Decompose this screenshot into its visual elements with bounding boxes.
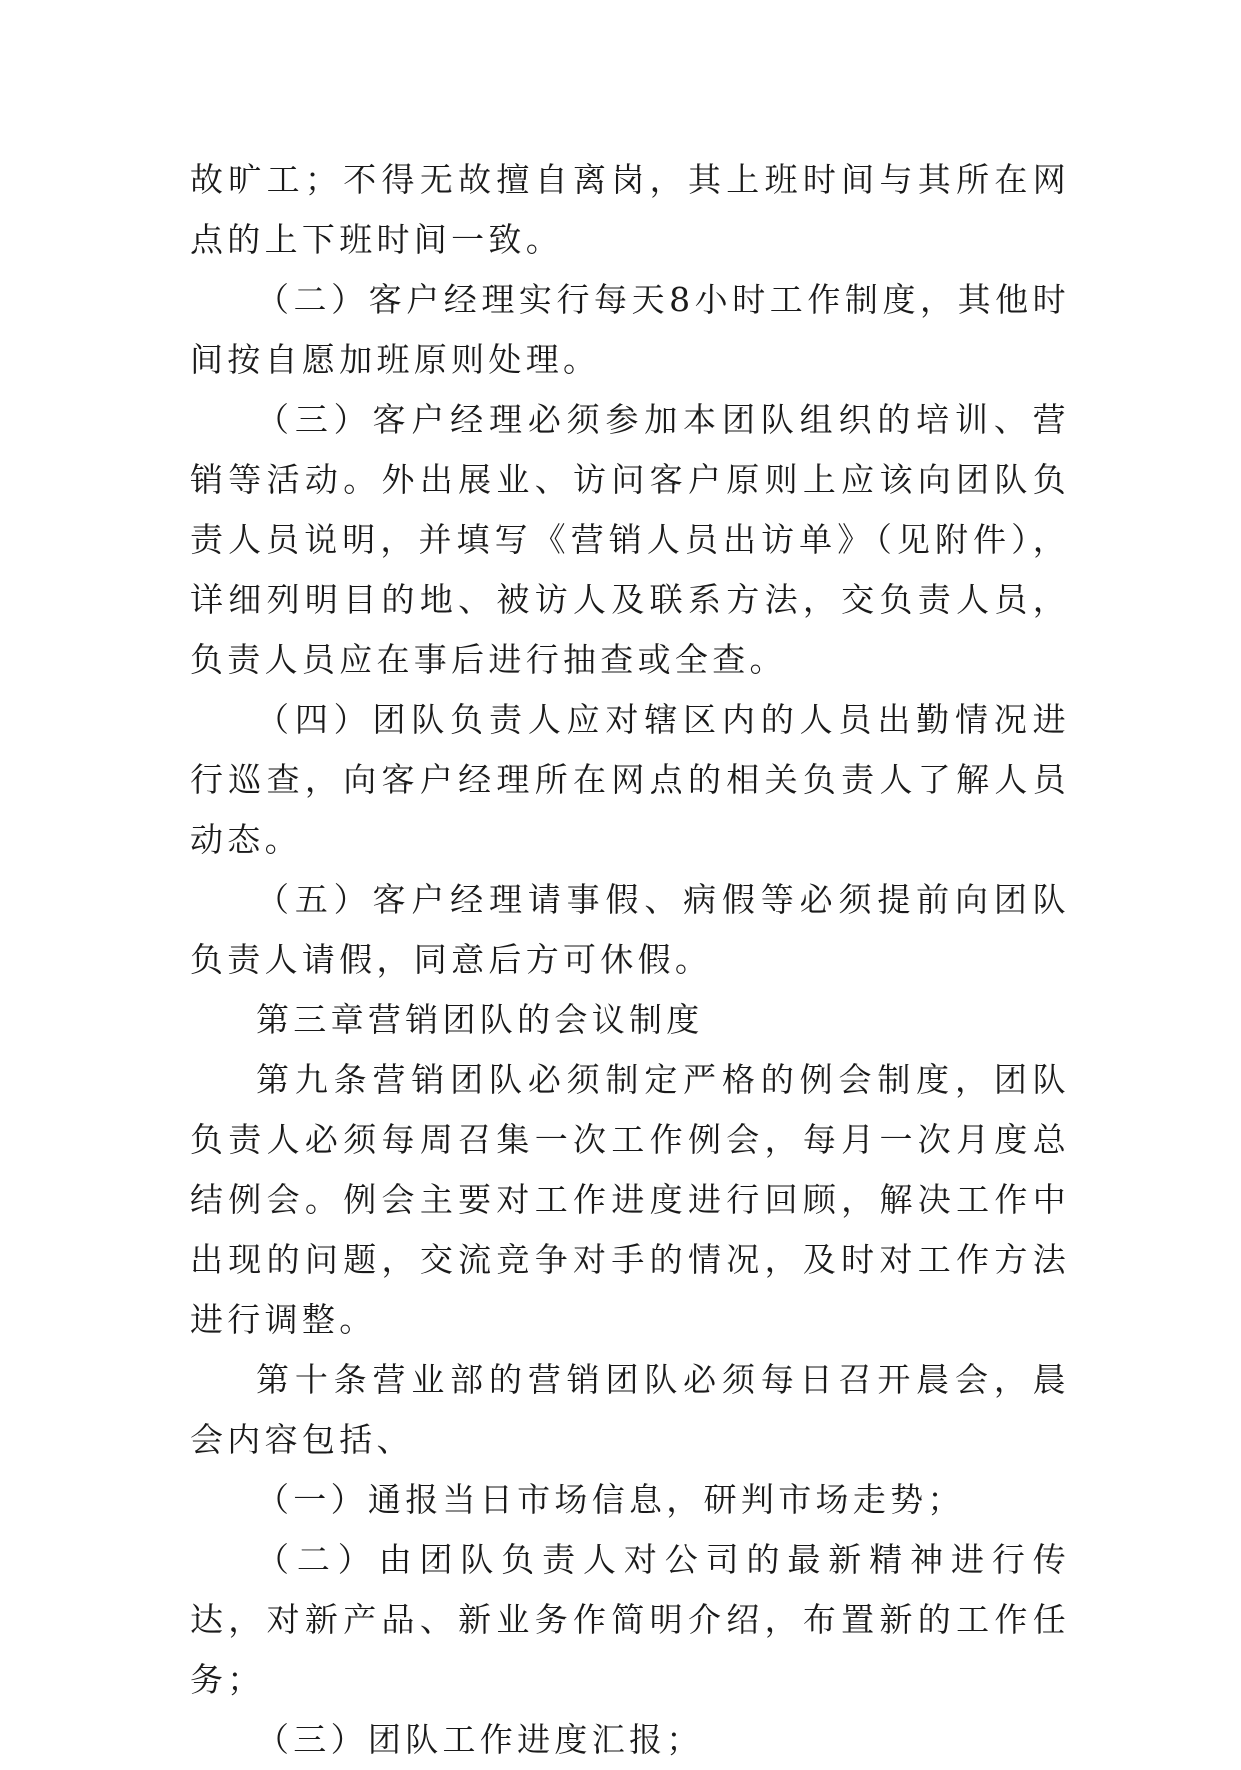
paragraph-article-9: 第九条营销团队必须制定严格的例会制度，团队负责人必须每周召集一次工作例会，每月一次月度总结例会。例会主要对工作进度进行回顾，解决工作中出现的问题，交流竞争对手的情况，及时对工作方法进行调整。 [190, 1060, 1070, 1339]
paragraph-1: 故旷工；不得无故擅自离岗，其上班时间与其所在网点的上下班时间一致。 [190, 160, 1070, 259]
paragraph-4: （四）团队负责人应对辖区内的人员出勤情况进行巡查，向客户经理所在网点的相关负责人了解人员动态。 [190, 700, 1070, 859]
list-item-3: （三）团队工作进度汇报； [256, 1720, 704, 1759]
chapter-heading: 第三章营销团队的会议制度 [256, 1000, 704, 1039]
paragraph-3: （三）客户经理必须参加本团队组织的培训、营销等活动。外出展业、访问客户原则上应该向团队负责人员说明，并填写《营销人员出访单》（见附件），详细列明目的地、被访人及联系方法，交负责人员，负责人员应在事后进行抽查或全查。 [190, 400, 1070, 679]
paragraph-2: （二）客户经理实行每天8小时工作制度，其他时间按自愿加班原则处理。 [190, 280, 1070, 379]
paragraph-article-10: 第十条营业部的营销团队必须每日召开晨会，晨会内容包括、 [190, 1360, 1070, 1459]
paragraph-5: （五）客户经理请事假、病假等必须提前向团队负责人请假，同意后方可休假。 [190, 880, 1070, 979]
document-page [190, 150, 1070, 1770]
list-item-1: （一）通报当日市场信息，研判市场走势； [256, 1480, 965, 1519]
list-item-2: （二）由团队负责人对公司的最新精神进行传达，对新产品、新业务作简明介绍，布置新的工作任务； [190, 1540, 1070, 1699]
